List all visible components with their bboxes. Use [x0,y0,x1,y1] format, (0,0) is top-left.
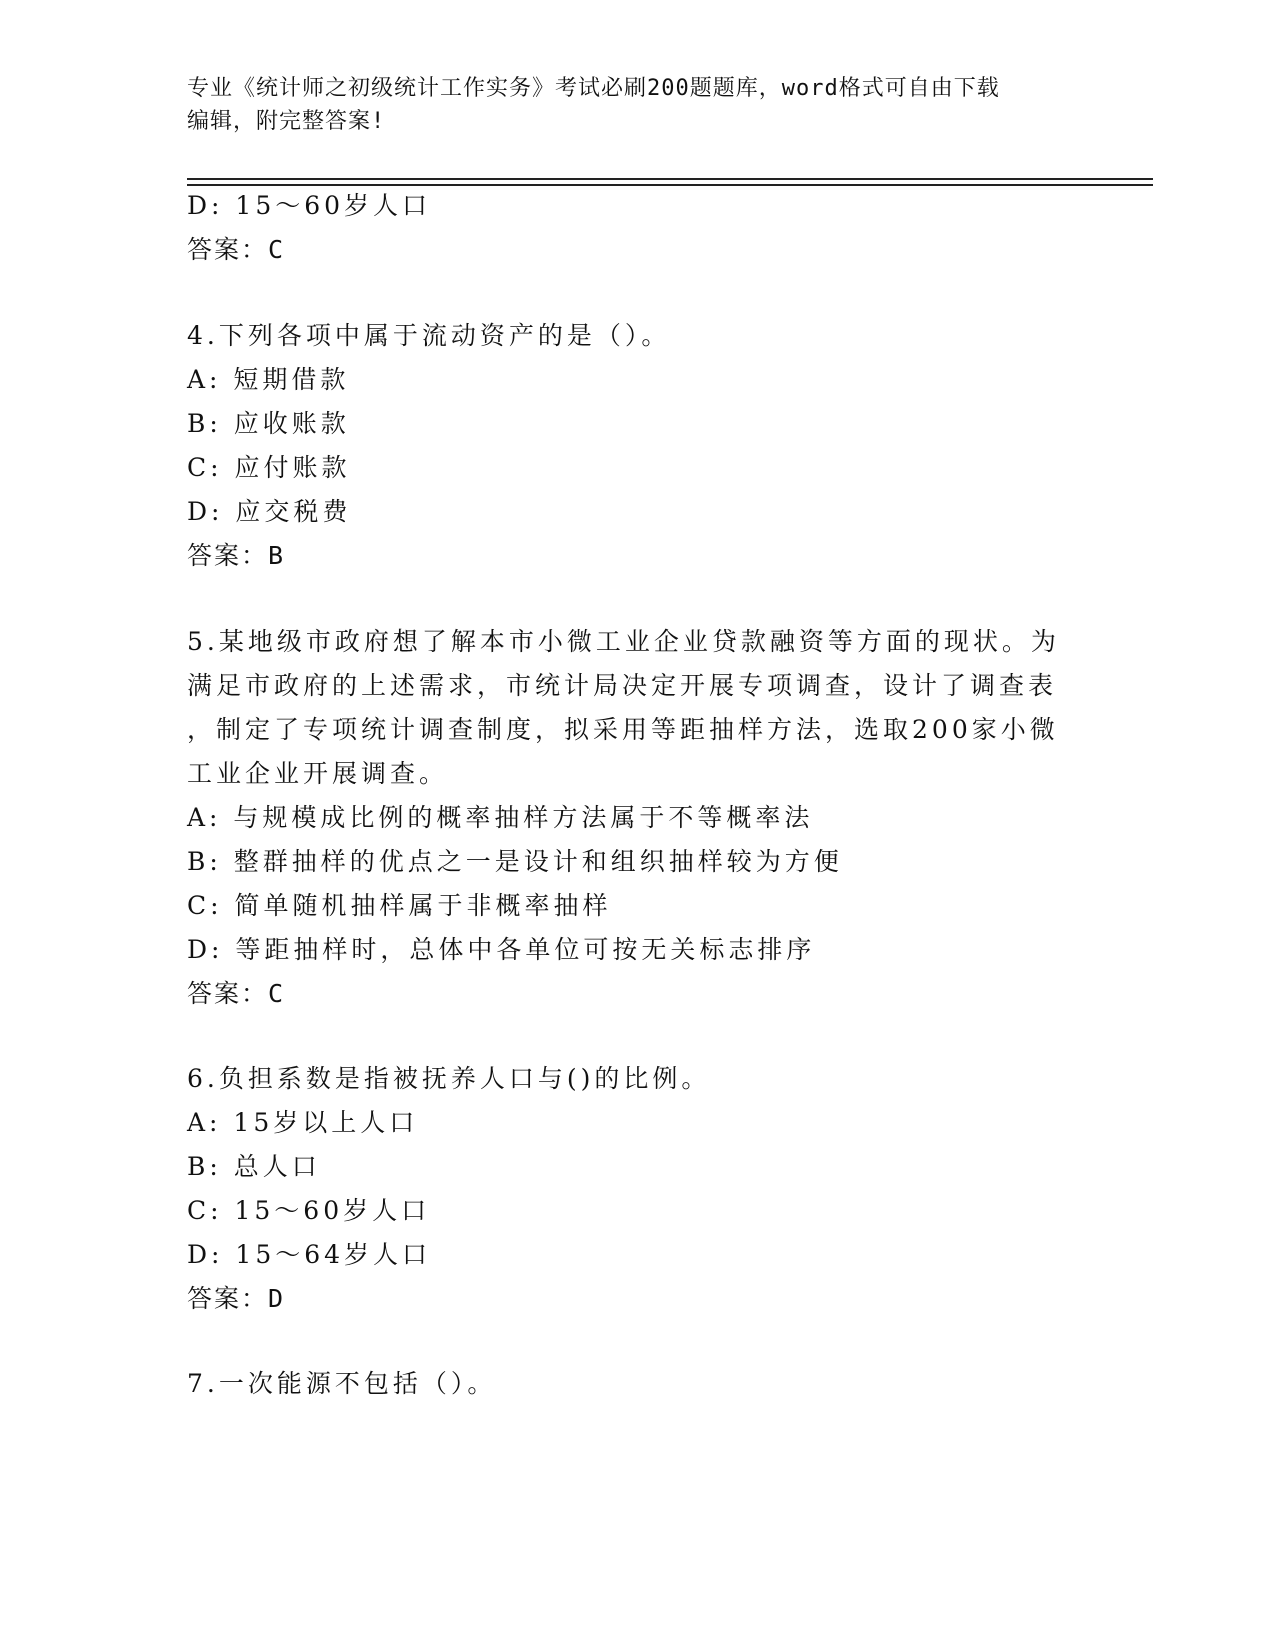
header-divider-top [187,178,1153,180]
q6-question: 6.负担系数是指被抚养人口与()的比例。 [187,1064,711,1093]
header-title-line-1: 专业《统计师之初级统计工作实务》考试必刷200题题库，word格式可自由下载 [187,76,1000,101]
q5-question-line-3: ，制定了专项统计调查制度，拟采用等距抽样方法，选取200家小微 [187,715,1059,744]
q5-question-line-1: 5.某地级市政府想了解本市小微工业企业贷款融资等方面的现状。为 [187,627,1060,656]
q4-option-b: B: 应收账款 [187,409,350,438]
q6-answer: 答案：D [187,1284,286,1313]
prev-answer: 答案：C [187,235,286,264]
q5-option-b: B: 整群抽样的优点之一是设计和组织抽样较为方便 [187,847,843,876]
header-title-line-2: 编辑，附完整答案! [187,109,386,134]
q4-question: 4.下列各项中属于流动资产的是（）。 [187,321,671,350]
q5-option-d: D: 等距抽样时，总体中各单位可按无关标志排序 [187,935,816,964]
q6-option-a: A: 15岁以上人口 [187,1108,419,1137]
page-header [187,72,1087,138]
q4-option-d: D: 应交税费 [187,497,352,526]
q5-question-line-4: 工业企业开展调查。 [187,759,449,788]
q7-question: 7.一次能源不包括（）。 [187,1369,497,1398]
q4-option-a: A: 短期借款 [187,365,350,394]
q4-answer: 答案：B [187,541,286,570]
header-divider-bottom [187,184,1153,186]
q6-option-b: B: 总人口 [187,1152,321,1181]
q5-question-line-2: 满足市政府的上述需求，市统计局决定开展专项调查，设计了调查表 [187,671,1058,700]
q5-answer: 答案：C [187,979,286,1008]
q6-option-d: D: 15～64岁人口 [187,1240,432,1269]
q5-option-c: C: 简单随机抽样属于非概率抽样 [187,891,612,920]
q5-option-a: A: 与规模成比例的概率抽样方法属于不等概率法 [187,803,814,832]
prev-option-d: D: 15～60岁人口 [187,191,432,220]
q6-option-c: C: 15～60岁人口 [187,1196,431,1225]
q4-option-c: C: 应付账款 [187,453,351,482]
